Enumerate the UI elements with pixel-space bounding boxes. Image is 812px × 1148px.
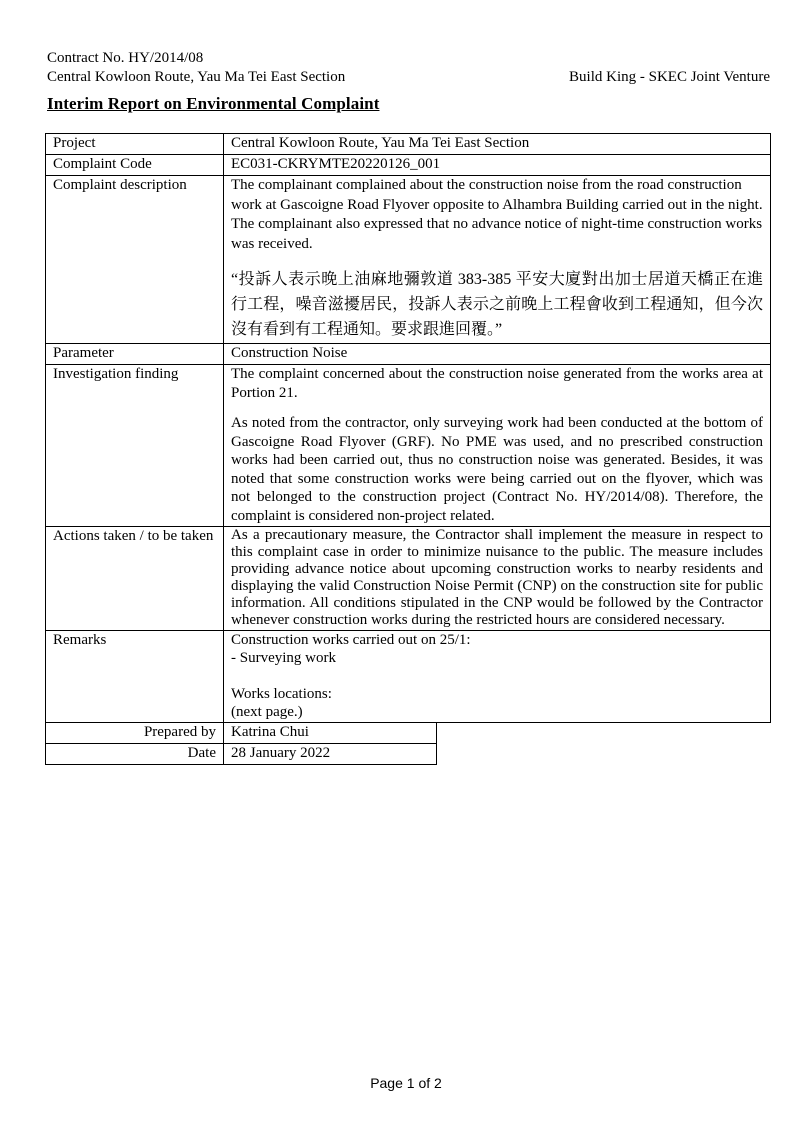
remarks-label: Remarks bbox=[46, 631, 224, 723]
table-row-remarks bbox=[46, 631, 771, 723]
table-row-parameter bbox=[46, 344, 771, 365]
actions-taken-label: Actions taken / to be taken bbox=[46, 527, 224, 631]
remarks-line-1: Construction works carried out on 25/1: bbox=[231, 632, 471, 648]
joint-venture-name: Build King - SKEC Joint Venture bbox=[569, 69, 770, 85]
investigation-finding-value bbox=[224, 365, 771, 527]
prepared-by-value: Katrina Chui bbox=[224, 723, 437, 744]
parameter-value: Construction Noise bbox=[224, 344, 771, 365]
report-body bbox=[45, 133, 771, 765]
complaint-description-chinese: “投訴人表示晚上油麻地彌敦道 383-385 平安大廈對出加士居道天橋正在進行工程，噪音滋擾居民，投訴人表示之前晚上工程會收到工程通知，但今次沒有看到有工程通知。要求跟進回覆。” bbox=[231, 271, 763, 338]
table-row-project bbox=[46, 134, 771, 155]
actions-taken-value bbox=[224, 527, 771, 631]
investigation-finding-paragraph-1: The complaint concerned about the construction noise generated from the works area at Portion 21. bbox=[231, 366, 763, 401]
complaint-description-value bbox=[224, 176, 771, 344]
complaint-description-english: The complainant complained about the construction noise from the road construction work at Gascoigne Road Flyover opposite to Alhambra Building carried out in the night. The complainant also expressed that no advance notice of night-time construction works was received. bbox=[231, 177, 763, 252]
table-row-complaint-description bbox=[46, 176, 771, 344]
date-value: 28 January 2022 bbox=[224, 744, 437, 765]
complaint-code-value: EC031-CKRYMTE20220126_001 bbox=[224, 155, 771, 176]
signature-table bbox=[45, 722, 437, 765]
actions-taken-paragraph: As a precautionary measure, the Contractor shall implement the measure in respect to this complaint case in order to minimize nuisance to the public. The measure includes providing advance notice about upcoming construction works to nearby residents and displaying the valid Construction Noise Permit (CNP) on the construction site for public information. All conditions stipulated in the CNP would be followed by the Contractor whenever construction works during the restricted hours are considered necessary. bbox=[231, 527, 763, 628]
prepared-by-label: Prepared by bbox=[46, 723, 224, 744]
remarks-line-3: Works locations: bbox=[231, 686, 332, 702]
table-row-prepared-by bbox=[46, 723, 437, 744]
table-row-date bbox=[46, 744, 437, 765]
project-name-header: Central Kowloon Route, Yau Ma Tei East Section bbox=[47, 69, 346, 85]
complaint-report-table bbox=[45, 133, 771, 723]
table-row-investigation-finding bbox=[46, 365, 771, 527]
investigation-finding-paragraph-2: As noted from the contractor, only surveying work had been conducted at the bottom of Gascoigne Road Flyover (GRF). No PME was used, and no prescribed construction works had been carried out, thus no construction noise was generated. Besides, it was noted that some construction works were being carried out on the flyover, which was not belonged to the construction project (Contract No. HY/2014/08). Therefore, the complaint is considered non-project related. bbox=[231, 415, 763, 524]
table-row-complaint-code bbox=[46, 155, 771, 176]
parameter-label: Parameter bbox=[46, 344, 224, 365]
remarks-line-2: - Surveying work bbox=[231, 650, 336, 666]
page-title: Interim Report on Environmental Complaint bbox=[47, 94, 380, 113]
complaint-description-label: Complaint description bbox=[46, 176, 224, 344]
complaint-code-label: Complaint Code bbox=[46, 155, 224, 176]
project-value: Central Kowloon Route, Yau Ma Tei East Section bbox=[224, 134, 771, 155]
date-label: Date bbox=[46, 744, 224, 765]
contract-number: Contract No. HY/2014/08 bbox=[47, 50, 204, 66]
remarks-value bbox=[224, 631, 771, 723]
investigation-finding-label: Investigation finding bbox=[46, 365, 224, 527]
remarks-line-4: (next page.) bbox=[231, 704, 303, 720]
page-number: Page 1 of 2 bbox=[370, 1075, 442, 1091]
table-row-actions-taken bbox=[46, 527, 771, 631]
document-header bbox=[47, 49, 770, 87]
project-label: Project bbox=[46, 134, 224, 155]
